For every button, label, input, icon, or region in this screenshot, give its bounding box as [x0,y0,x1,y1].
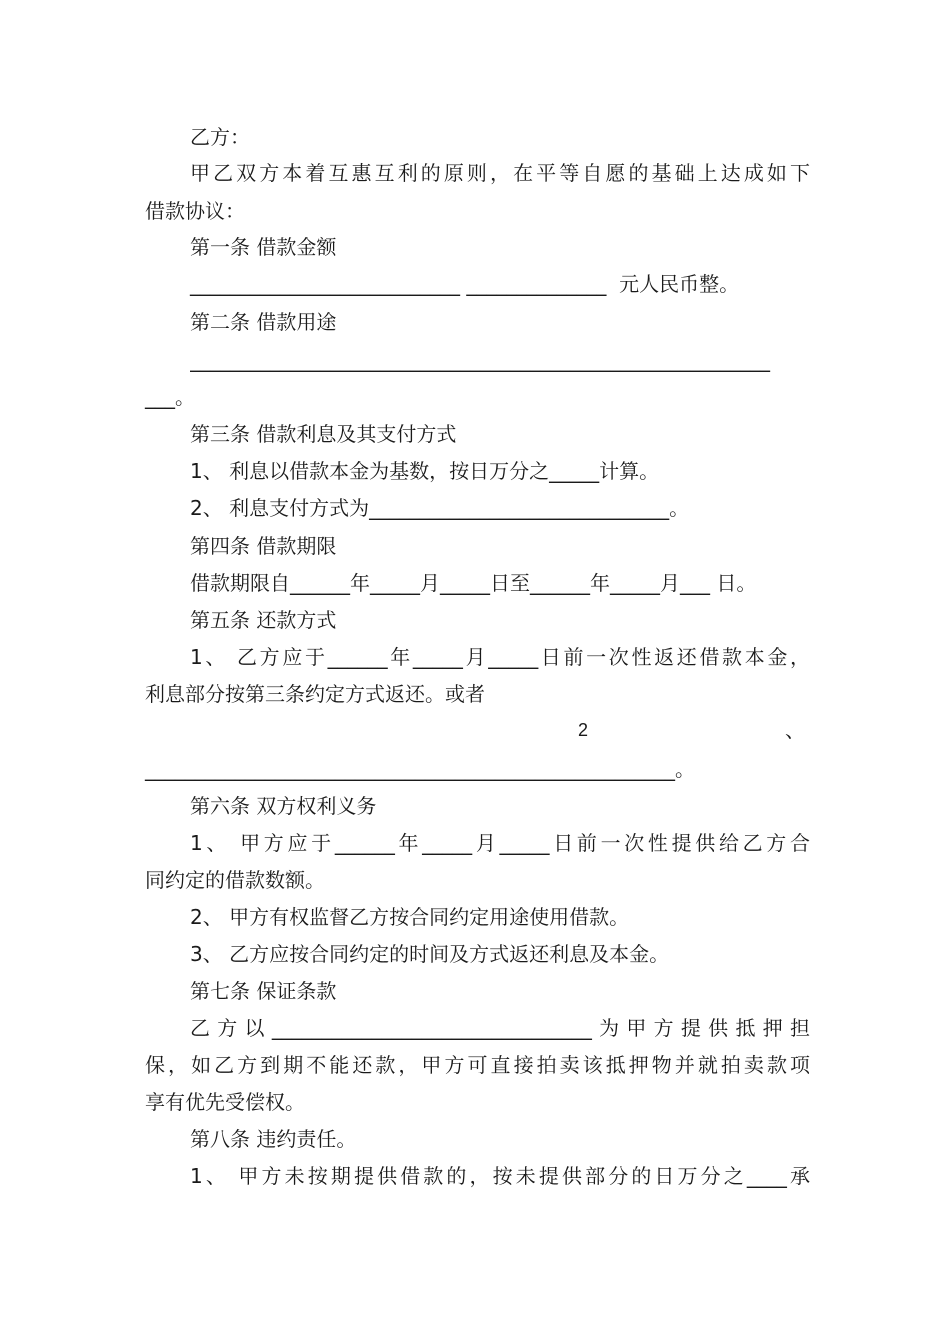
article-6-item-1-line-1: 1、 甲方应于______年_____月_____日前一次性提供给乙方合 [190,831,810,855]
article-6-title: 第六条 双方权利义务 [190,794,377,818]
article-7-line-1: 乙方以________________________________为甲方提供抵押担 [190,1016,810,1040]
article-5-title: 第五条 还款方式 [190,608,337,632]
article-1-title: 第一条 借款金额 [190,235,337,259]
article-5-blank-line: _____________________________________________________。 [145,757,695,781]
article-8-item-1: 1、 甲方未按期提供借款的，按未提供部分的日万分之____承 [190,1164,810,1188]
article-3-item-1: 1、 利息以借款本金为基数，按日万分之_____计算。 [190,459,660,483]
article-2-title: 第二条 借款用途 [190,310,337,334]
article-5-item-1-line-2: 利息部分按第三条约定方式返还。或者 [145,682,485,706]
article-6-item-2: 2、 甲方有权监督乙方按合同约定用途使用借款。 [190,905,630,929]
article-3-title: 第三条 借款利息及其支付方式 [190,422,457,446]
article-1-amount-line: ___________________________ ______________ 元人民币整。 [190,272,740,296]
article-8-title: 第八条 违约责任。 [190,1127,357,1151]
article-7-line-3: 享有优先受偿权。 [145,1090,305,1114]
article-2-purpose-line: __________________________________________________________ [190,348,770,372]
article-5-item-1-line-1: 1、 乙方应于______年_____月_____日前一次性返还借款本金， [190,645,810,669]
article-6-item-1-line-2: 同约定的借款数额。 [145,868,325,892]
article-7-line-2: 保，如乙方到期不能还款，甲方可直接拍卖该抵押物并就拍卖款项 [145,1053,810,1077]
intro-line-2: 借款协议： [145,199,245,223]
intro-line-1: 甲乙双方本着互惠互利的原则，在平等自愿的基础上达成如下 [190,161,810,185]
page-number: 2 [578,720,589,740]
article-4-term-line: 借款期限自______年_____月_____日至______年_____月___ 日。 [190,571,757,595]
party-b-label: 乙方： [190,125,250,149]
article-4-title: 第四条 借款期限 [190,534,337,558]
article-6-item-3: 3、 乙方应按合同约定的时间及方式返还利息及本金。 [190,942,670,966]
article-2-purpose-line-end: ___。 [145,385,195,409]
article-3-item-2: 2、 利息支付方式为______________________________。 [190,496,690,520]
article-7-title: 第七条 保证条款 [190,979,337,1003]
article-5-list-comma: 、 [785,718,805,742]
